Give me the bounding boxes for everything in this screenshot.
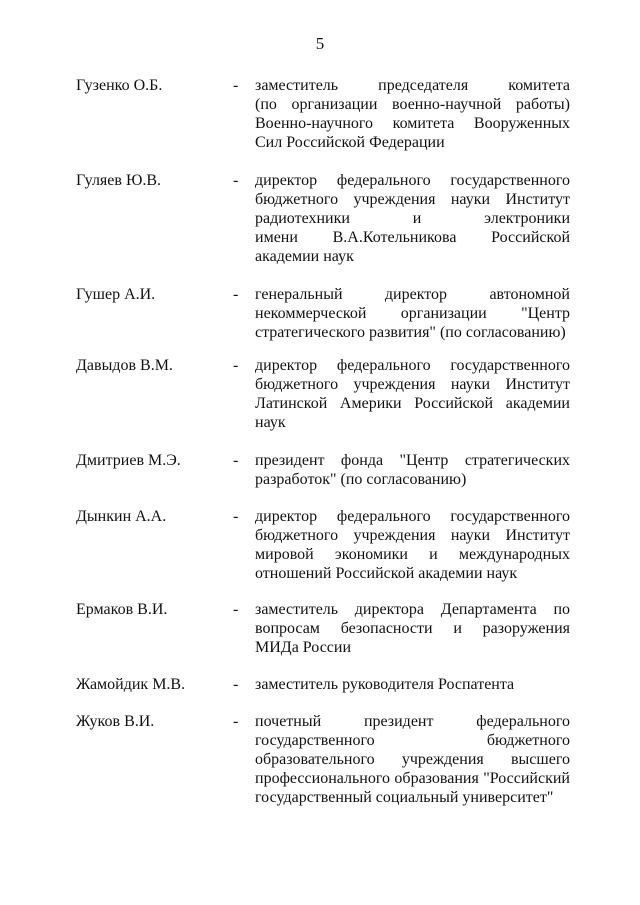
member-name: Дынкин А.А. <box>76 508 167 525</box>
dash-separator: - <box>233 601 239 618</box>
position-line: Латинской Америки Российской академии <box>255 395 570 412</box>
page-number: 5 <box>315 34 325 53</box>
position-line: директор федерального государственного <box>255 357 570 374</box>
member-name: Дмитриев М.Э. <box>76 452 181 469</box>
member-position <box>255 171 570 266</box>
dash-separator: - <box>233 452 239 469</box>
position-line: некоммерческой организации "Центр <box>255 305 570 322</box>
dash-separator: - <box>233 357 239 374</box>
position-line: заместитель директора Департамента по <box>255 601 570 618</box>
position-line: генеральный директор автономной <box>255 286 570 303</box>
position-line: академии наук <box>255 248 354 265</box>
member-position <box>255 451 570 489</box>
position-line: отношений Российской академии наук <box>255 565 518 582</box>
member-name: Давыдов В.М. <box>76 357 173 374</box>
position-line: мировой экономики и международных <box>255 546 570 563</box>
position-line: бюджетного учреждения науки Институт <box>255 376 570 393</box>
member-name: Ермаков В.И. <box>76 601 168 618</box>
dash-separator: - <box>233 713 239 730</box>
position-line: бюджетного учреждения науки Институт <box>255 527 570 544</box>
member-position <box>255 76 570 152</box>
member-name: Гушер А.И. <box>76 286 156 303</box>
position-line: государственного бюджетного <box>255 732 570 749</box>
position-line: имени В.А.Котельникова Российской <box>255 229 570 246</box>
position-line: Военно-научного комитета Вооруженных <box>255 115 570 132</box>
position-line: образовательного учреждения высшего <box>255 751 570 768</box>
position-line: вопросам безопасности и разоружения <box>255 620 570 637</box>
member-name: Жуков В.И. <box>76 713 155 730</box>
position-line: (по организации военно-научной работы) <box>255 96 570 113</box>
position-line: радиотехники и электроники <box>255 210 570 227</box>
position-line: разработок" (по согласованию) <box>255 471 467 488</box>
position-line: наук <box>255 414 286 431</box>
member-position <box>255 285 570 342</box>
position-line: заместитель руководителя Роспатента <box>255 676 515 693</box>
position-line: государственный социальный университет" <box>255 789 554 806</box>
position-line: профессионального образования "Российский <box>255 770 570 787</box>
position-line: заместитель председателя комитета <box>255 77 570 94</box>
member-position <box>255 507 570 583</box>
dash-separator: - <box>233 77 239 94</box>
dash-separator: - <box>233 172 239 189</box>
member-position <box>255 712 570 807</box>
position-line: бюджетного учреждения науки Институт <box>255 191 570 208</box>
dash-separator: - <box>233 286 239 303</box>
position-line: МИДа России <box>255 639 352 656</box>
position-line: Сил Российской Федерации <box>255 134 445 151</box>
member-position <box>255 600 570 657</box>
position-line: директор федерального государственного <box>255 508 570 525</box>
position-line: стратегического развития" (по согласованию) <box>255 324 566 341</box>
member-name: Гузенко О.Б. <box>76 77 163 94</box>
position-line: президент фонда "Центр стратегических <box>255 452 570 469</box>
dash-separator: - <box>233 508 239 525</box>
member-position <box>255 675 570 694</box>
member-name: Гуляев Ю.В. <box>76 172 162 189</box>
position-line: почетный президент федерального <box>255 713 570 730</box>
dash-separator: - <box>233 676 239 693</box>
position-line: директор федерального государственного <box>255 172 570 189</box>
member-position <box>255 356 570 432</box>
member-name: Жамойдик М.В. <box>76 676 186 693</box>
